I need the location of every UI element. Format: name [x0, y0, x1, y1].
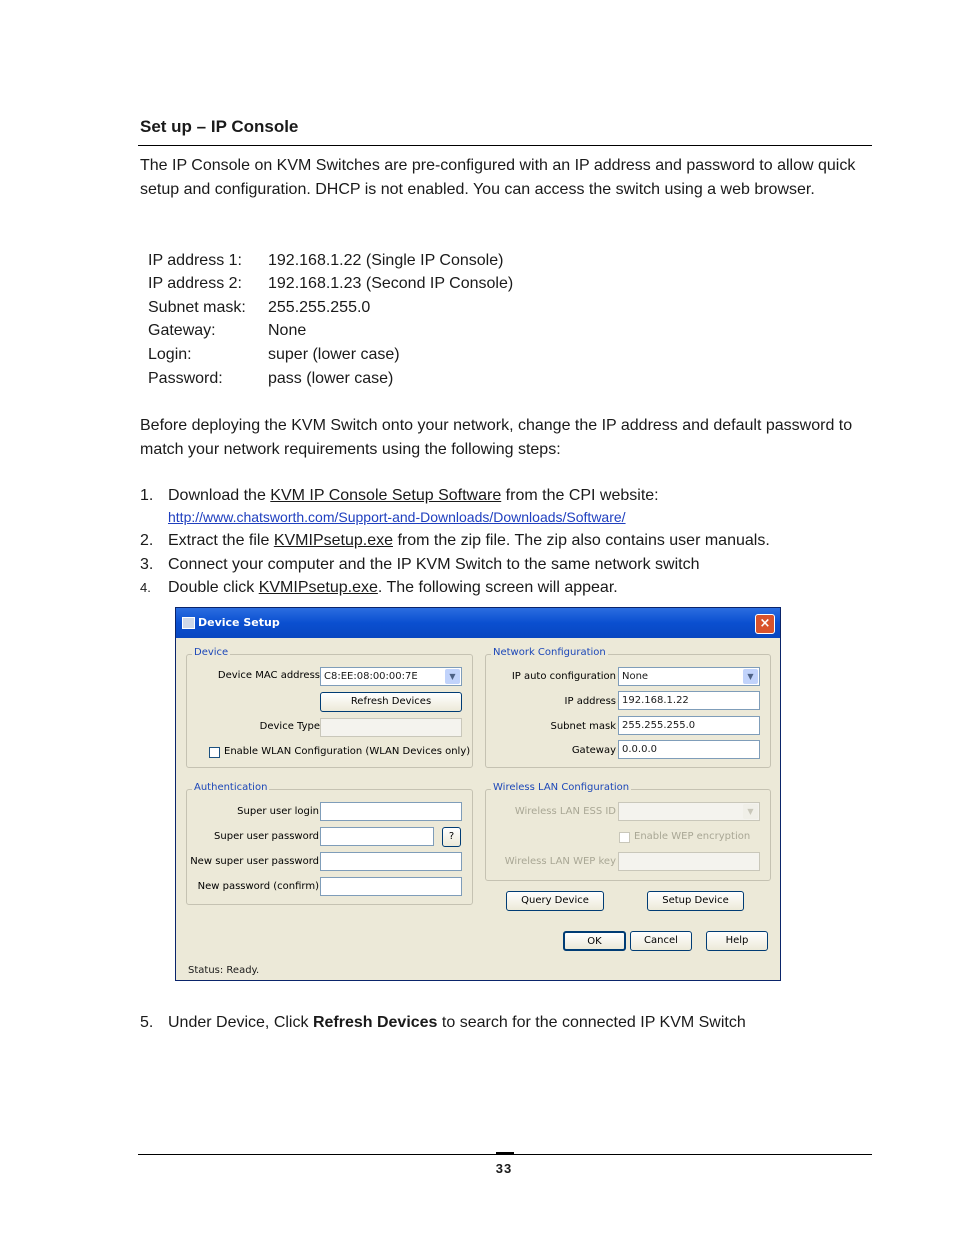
wireless-group-label: Wireless LAN Configuration	[493, 782, 630, 793]
ok-button[interactable]: OK	[563, 931, 626, 951]
mac-label: Device MAC address	[217, 670, 320, 681]
new-password-label: New super user password	[190, 856, 319, 867]
ip-address-label: IP address	[564, 696, 616, 707]
subnet-mask-input[interactable]: 255.255.255.0	[618, 716, 760, 735]
query-device-button[interactable]: Query Device	[506, 891, 604, 911]
ip-auto-select[interactable]: None ▼	[618, 667, 760, 686]
config-row: Password: pass (lower case)	[148, 370, 394, 387]
confirm-password-label: New password (confirm)	[197, 881, 319, 892]
step-5: 5. Under Device, Click Refresh Devices to search for the connected IP KVM Switch	[140, 1014, 746, 1031]
wep-checkbox-label: Enable WEP encryption	[634, 831, 751, 842]
authentication-group-label: Authentication	[194, 782, 268, 793]
wep-key-label: Wireless LAN WEP key	[504, 856, 616, 867]
super-user-password-input[interactable]	[320, 827, 434, 846]
before-paragraph: Before deploying the KVM Switch onto your network, change the IP address and default password to match your network requirements using the following steps:	[140, 417, 853, 458]
setup-exe-link[interactable]: KVMIPsetup.exe	[258, 579, 378, 596]
wireless-group	[485, 782, 771, 881]
intro-paragraph: The IP Console on KVM Switches are pre-configured with an IP address and password to allow quick setup and configuration. DHCP is not enabled. You can access the switch using a web browser.	[140, 157, 856, 198]
config-row: IP address 2: 192.168.1.23 (Second IP Console)	[148, 275, 514, 292]
gateway-label: Gateway	[571, 745, 616, 756]
chevron-down-icon: ▼	[743, 804, 758, 819]
step-1: 1. Download the KVM IP Console Setup Software from the CPI website:	[140, 487, 659, 504]
ip-auto-label: IP auto configuration	[511, 671, 616, 682]
config-row: Subnet mask: 255.255.255.0	[148, 299, 371, 316]
password-label: Super user password	[214, 831, 319, 842]
step-2: 2. Extract the file KVMIPsetup.exe from the zip file. The zip also contains user manuals.	[140, 532, 770, 549]
footer-rule	[138, 1154, 872, 1155]
software-link[interactable]: KVM IP Console Setup Software	[270, 487, 502, 504]
chevron-down-icon[interactable]: ▼	[445, 669, 460, 684]
device-group-label: Device	[194, 647, 229, 658]
network-group	[485, 647, 771, 768]
ip-address-input[interactable]: 192.168.1.22	[618, 691, 760, 710]
download-url-link[interactable]: http://www.chatsworth.com/Support-and-Downloads/Downloads/Software/	[168, 509, 626, 525]
dialog-title: Device Setup	[198, 616, 280, 629]
super-user-login-input[interactable]	[320, 802, 462, 821]
wlan-checkbox-label: Enable WLAN Configuration (WLAN Devices only)	[224, 746, 471, 757]
cancel-button[interactable]: Cancel	[630, 931, 692, 951]
page-number: 33	[495, 1161, 513, 1176]
section-heading: Set up – IP Console	[140, 117, 299, 136]
wep-checkbox	[619, 832, 630, 843]
status-text: Status: Ready.	[188, 965, 260, 976]
config-row: IP address 1: 192.168.1.22 (Single IP Console)	[148, 252, 504, 269]
device-setup-dialog	[175, 607, 781, 981]
essid-select	[618, 802, 760, 821]
device-type-field	[320, 718, 462, 737]
step-4: 4. Double click KVMIPsetup.exe. The following screen will appear.	[140, 579, 618, 596]
essid-label: Wireless LAN ESS ID	[514, 806, 616, 817]
network-group-label: Network Configuration	[493, 647, 606, 658]
setup-device-button[interactable]: Setup Device	[647, 891, 744, 911]
wep-key-input	[618, 852, 760, 871]
config-row: Gateway: None	[148, 322, 307, 339]
step-3: 3. Connect your computer and the IP KVM Switch to the same network switch	[140, 556, 700, 573]
confirm-password-input[interactable]	[320, 877, 462, 896]
dialog-help-button[interactable]: Help	[706, 931, 768, 951]
help-button[interactable]: ?	[442, 827, 461, 847]
app-icon	[182, 617, 195, 629]
new-password-input[interactable]	[320, 852, 462, 871]
refresh-devices-button[interactable]: Refresh Devices	[320, 692, 462, 712]
wlan-checkbox[interactable]	[209, 747, 220, 758]
chevron-down-icon[interactable]: ▼	[743, 669, 758, 684]
gateway-input[interactable]: 0.0.0.0	[618, 740, 760, 759]
login-label: Super user login	[237, 806, 319, 817]
subnet-mask-label: Subnet mask	[550, 721, 616, 732]
device-type-label: Device Type	[259, 721, 320, 732]
dialog-titlebar[interactable]	[176, 608, 780, 638]
config-row: Login: super (lower case)	[148, 346, 400, 363]
authentication-group	[186, 782, 473, 905]
setup-exe-link[interactable]: KVMIPsetup.exe	[273, 532, 393, 549]
heading-rule	[138, 145, 872, 146]
device-group	[186, 647, 473, 768]
close-icon[interactable]: ×	[755, 614, 775, 634]
mac-select[interactable]: C8:EE:08:00:00:7E ▼	[320, 667, 462, 686]
